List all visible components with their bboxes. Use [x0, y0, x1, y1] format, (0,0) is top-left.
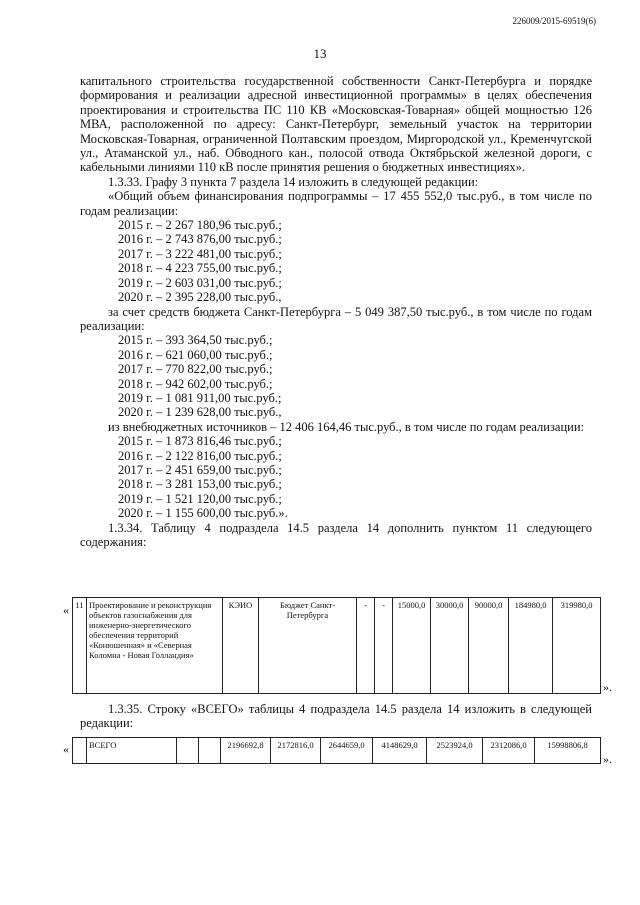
cell-2019: 90000,0: [469, 598, 509, 694]
close-quote: ».: [603, 752, 612, 766]
cell-total: 319980,0: [553, 598, 601, 694]
document-number: 226009/2015-69519(6): [512, 16, 596, 26]
cell-2015: 2196692,8: [221, 738, 271, 764]
year-line: 2020 г. – 1 239 628,00 тыс.руб.,: [118, 405, 282, 420]
cell-2017: 15000,0: [393, 598, 431, 694]
year-line: 2020 г. – 2 395 228,00 тыс.руб.,: [118, 290, 282, 305]
section-1-3-35-text: 1.3.35. Строку «ВСЕГО» таблицы 4 подраздела 14.5 раздела 14 изложить в следующей редакции:: [80, 702, 592, 731]
year-line: 2018 г. – 4 223 755,00 тыс.руб.;: [118, 261, 282, 276]
cell-2016: -: [375, 598, 393, 694]
cell-empty: [177, 738, 199, 764]
year-line: 2017 г. – 2 451 659,00 тыс.руб.;: [118, 462, 282, 477]
cell-blank: [73, 738, 87, 764]
year-line: 2018 г. – 942 602,00 тыс.руб.;: [118, 376, 273, 391]
year-line: 2016 г. – 2 743 876,00 тыс.руб.;: [118, 232, 282, 247]
table-item-11: [72, 597, 601, 694]
cell-2017: 2644659,0: [321, 738, 373, 764]
year-line: 2017 г. – 3 222 481,00 тыс.руб.;: [118, 246, 282, 261]
cell-2016: 2172816,0: [271, 738, 321, 764]
cell-2019: 2523924,0: [427, 738, 483, 764]
page-number: 13: [313, 46, 327, 61]
year-line: 2020 г. – 1 155 600,00 тыс.руб.».: [118, 506, 288, 521]
cell-2020: 184980,0: [509, 598, 553, 694]
cell-total: 15998806,8: [535, 738, 601, 764]
year-line: 2015 г. – 2 267 180,96 тыс.руб.;: [118, 218, 282, 233]
year-line: 2016 г. – 621 060,00 тыс.руб.;: [118, 347, 273, 362]
cell-2018: 30000,0: [431, 598, 469, 694]
cell-2020: 2312086,0: [483, 738, 535, 764]
cell-empty: [199, 738, 221, 764]
document-body: [80, 74, 592, 549]
cell-2018: 4148629,0: [373, 738, 427, 764]
financing-total: «Общий объем финансирования подпрограммы – 17 455 552,0 тыс.руб., в том числе по годам реализации:: [80, 189, 592, 218]
table-total-row: [72, 737, 601, 764]
section-1-3-34-text: 1.3.34. Таблицу 4 подраздела 14.5 раздела 14 дополнить пунктом 11 следующего содержания:: [80, 520, 592, 549]
cell-number: 11: [73, 598, 87, 694]
close-quote: ».: [603, 680, 612, 694]
table-row: [73, 738, 601, 764]
cell-2015: -: [357, 598, 375, 694]
section-1-3-33-heading: 1.3.33. Графу 3 пункта 7 раздела 14 изложить в следующей редакции:: [108, 174, 479, 189]
year-line: 2016 г. – 2 122 816,00 тыс.руб.;: [118, 448, 282, 463]
open-quote: «: [63, 603, 69, 617]
year-line: 2018 г. – 3 281 153,00 тыс.руб.;: [118, 477, 282, 492]
year-line: 2015 г. – 393 364,50 тыс.руб.;: [118, 333, 273, 348]
year-line: 2019 г. – 1 521 120,00 тыс.руб.;: [118, 491, 282, 506]
cell-source: Бюджет Санкт-Петербурга: [259, 598, 357, 694]
year-line: 2017 г. – 770 822,00 тыс.руб.;: [118, 362, 273, 377]
financing-extra-budget: из внебюджетных источников – 12 406 164,46 тыс.руб., в том числе по годам реализации:: [108, 419, 585, 434]
cell-name: Проектирование и реконструкция объектов газоснабжения для инженерно-энергетического обеспечения территорий «Конюшенная» и «Северная Коломна - Новая Голландия»: [87, 598, 223, 694]
year-line: 2019 г. – 1 081 911,00 тыс.руб.;: [118, 390, 282, 405]
year-line: 2015 г. – 1 873 816,46 тыс.руб.;: [118, 434, 282, 449]
cell-executor: КЭИО: [223, 598, 259, 694]
open-quote: «: [63, 742, 69, 756]
financing-budget: за счет средств бюджета Санкт-Петербурга – 5 049 387,50 тыс.руб., в том числе по годам реализации:: [80, 304, 592, 333]
intro-paragraph: капитального строительства государственной собственности Санкт-Петербурга и порядке формирования и реализации адресной инвестиционной программы» в целях обеспечения проектирования и строительства ПС 110 КВ «Московская-Товарная» общей мощностью 126 МВА, расположенной по адресу: Санкт-Петербург, земельный участок на территории Московская-Товарная, ограниченной Полтавским проездом, Миргородской ул., Кременчугской ул., Атаманской ул., наб. Обводного кан., полосой отвода Октябрьской железной дороги, с кабельными линиями 110 кВ после принятия решения о бюджетных инвестициях».: [80, 74, 592, 175]
cell-label: ВСЕГО: [87, 738, 177, 764]
table-row: [73, 598, 601, 694]
year-line: 2019 г. – 2 603 031,00 тыс.руб.;: [118, 275, 282, 290]
